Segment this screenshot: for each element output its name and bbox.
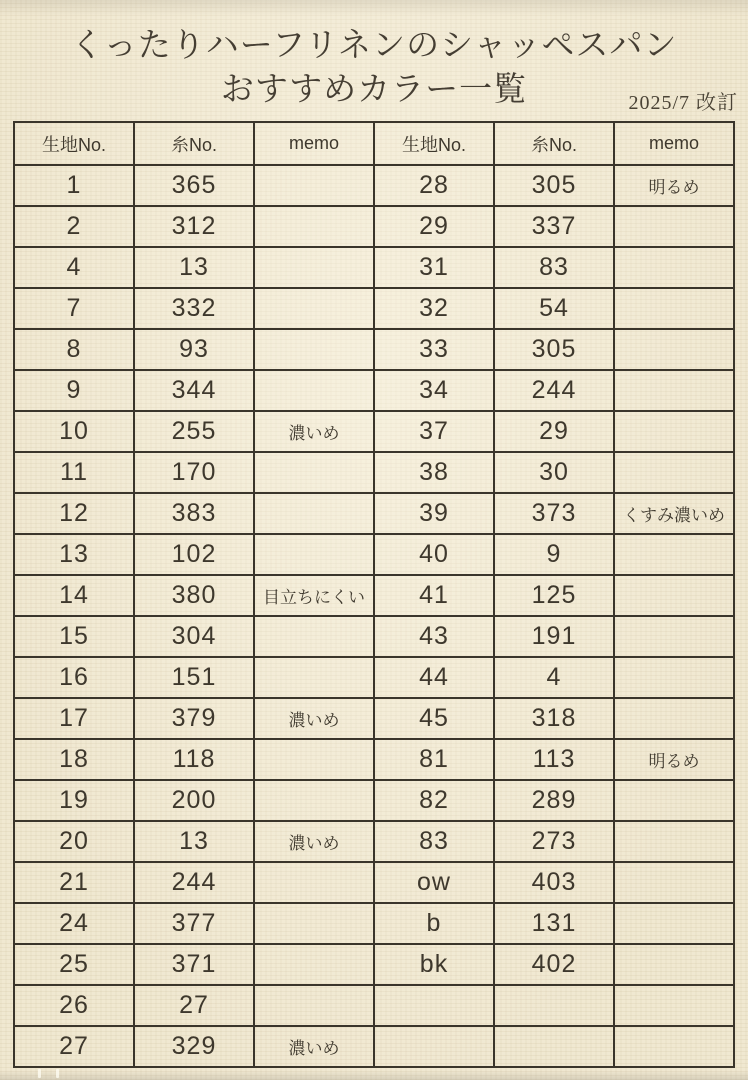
memo-cell bbox=[254, 493, 374, 534]
paper-stitch-mark bbox=[56, 1069, 59, 1078]
memo-cell bbox=[254, 739, 374, 780]
fabric-no-cell: ow bbox=[374, 862, 494, 903]
thread-no-cell: 365 bbox=[134, 165, 254, 206]
fabric-no-cell: 33 bbox=[374, 329, 494, 370]
thread-no-cell: 318 bbox=[494, 698, 614, 739]
memo-cell bbox=[614, 411, 734, 452]
memo-cell bbox=[254, 370, 374, 411]
thread-no-cell bbox=[494, 985, 614, 1026]
fabric-no-cell: 7 bbox=[14, 288, 134, 329]
memo-cell bbox=[614, 452, 734, 493]
memo-cell bbox=[614, 1026, 734, 1067]
thread-no-cell: 337 bbox=[494, 206, 614, 247]
memo-cell bbox=[614, 985, 734, 1026]
fabric-no-cell: 18 bbox=[14, 739, 134, 780]
memo-cell bbox=[254, 206, 374, 247]
memo-cell bbox=[254, 288, 374, 329]
fabric-no-cell: 44 bbox=[374, 657, 494, 698]
memo-cell: 濃いめ bbox=[254, 821, 374, 862]
fabric-no-cell: 26 bbox=[14, 985, 134, 1026]
page-title-line1: くったりハーフリネンのシャッペスパン bbox=[70, 28, 678, 64]
memo-cell bbox=[254, 329, 374, 370]
table-row bbox=[14, 411, 734, 452]
memo-cell bbox=[614, 944, 734, 985]
memo-cell bbox=[254, 534, 374, 575]
thread-no-cell: 344 bbox=[134, 370, 254, 411]
memo-cell bbox=[254, 247, 374, 288]
fabric-no-cell: 9 bbox=[14, 370, 134, 411]
memo-cell bbox=[254, 165, 374, 206]
table-header bbox=[14, 122, 734, 165]
memo-cell bbox=[254, 452, 374, 493]
color-recommendation-table bbox=[13, 121, 735, 1068]
thread-no-cell: 200 bbox=[134, 780, 254, 821]
table-row bbox=[14, 862, 734, 903]
fabric-no-cell: 81 bbox=[374, 739, 494, 780]
fabric-no-cell: 83 bbox=[374, 821, 494, 862]
memo-cell: 濃いめ bbox=[254, 1026, 374, 1067]
memo-cell: 明るめ bbox=[614, 739, 734, 780]
fabric-no-cell: 12 bbox=[14, 493, 134, 534]
header-fabric-no-left: 生地No. bbox=[14, 122, 134, 165]
fabric-no-cell: 11 bbox=[14, 452, 134, 493]
fabric-no-cell: 40 bbox=[374, 534, 494, 575]
fabric-no-cell: 43 bbox=[374, 616, 494, 657]
fabric-no-cell: 24 bbox=[14, 903, 134, 944]
memo-cell bbox=[614, 903, 734, 944]
fabric-no-cell: b bbox=[374, 903, 494, 944]
fabric-no-cell: 20 bbox=[14, 821, 134, 862]
fabric-no-cell: 28 bbox=[374, 165, 494, 206]
fabric-no-cell: 14 bbox=[14, 575, 134, 616]
thread-no-cell: 244 bbox=[134, 862, 254, 903]
memo-cell: 目立ちにくい bbox=[254, 575, 374, 616]
page-title-line2: おすすめカラー一覧 bbox=[220, 72, 528, 108]
thread-no-cell: 371 bbox=[134, 944, 254, 985]
memo-cell bbox=[614, 288, 734, 329]
thread-no-cell: 54 bbox=[494, 288, 614, 329]
fabric-no-cell: 16 bbox=[14, 657, 134, 698]
thread-no-cell: 118 bbox=[134, 739, 254, 780]
thread-no-cell: 289 bbox=[494, 780, 614, 821]
memo-cell bbox=[254, 903, 374, 944]
fabric-no-cell: 25 bbox=[14, 944, 134, 985]
thread-no-cell: 402 bbox=[494, 944, 614, 985]
thread-no-cell: 377 bbox=[134, 903, 254, 944]
memo-cell bbox=[614, 534, 734, 575]
fabric-no-cell: 37 bbox=[374, 411, 494, 452]
revision-date: 2025/7 改訂 bbox=[628, 92, 738, 114]
fabric-no-cell: 45 bbox=[374, 698, 494, 739]
header-memo-right: memo bbox=[614, 122, 734, 165]
memo-cell: くすみ濃いめ bbox=[614, 493, 734, 534]
thread-no-cell: 131 bbox=[494, 903, 614, 944]
thread-no-cell: 273 bbox=[494, 821, 614, 862]
thread-no-cell: 312 bbox=[134, 206, 254, 247]
memo-cell bbox=[254, 862, 374, 903]
memo-cell bbox=[614, 247, 734, 288]
table-row bbox=[14, 739, 734, 780]
thread-no-cell: 304 bbox=[134, 616, 254, 657]
fabric-no-cell: bk bbox=[374, 944, 494, 985]
thread-no-cell: 27 bbox=[134, 985, 254, 1026]
table-row bbox=[14, 534, 734, 575]
table-row bbox=[14, 493, 734, 534]
thread-no-cell: 305 bbox=[494, 329, 614, 370]
thread-no-cell: 93 bbox=[134, 329, 254, 370]
table-row bbox=[14, 698, 734, 739]
table-row bbox=[14, 780, 734, 821]
memo-cell bbox=[614, 862, 734, 903]
memo-cell bbox=[614, 698, 734, 739]
thread-no-cell: 9 bbox=[494, 534, 614, 575]
memo-cell bbox=[254, 944, 374, 985]
thread-no-cell: 329 bbox=[134, 1026, 254, 1067]
memo-cell bbox=[614, 329, 734, 370]
header-thread-no-right: 糸No. bbox=[494, 122, 614, 165]
memo-cell bbox=[614, 206, 734, 247]
table-row bbox=[14, 247, 734, 288]
fabric-no-cell: 4 bbox=[14, 247, 134, 288]
fabric-no-cell: 39 bbox=[374, 493, 494, 534]
table-row bbox=[14, 206, 734, 247]
thread-no-cell: 373 bbox=[494, 493, 614, 534]
fabric-no-cell bbox=[374, 985, 494, 1026]
memo-cell bbox=[254, 616, 374, 657]
fabric-no-cell: 15 bbox=[14, 616, 134, 657]
memo-cell bbox=[254, 985, 374, 1026]
table-row bbox=[14, 616, 734, 657]
fabric-no-cell: 13 bbox=[14, 534, 134, 575]
memo-cell bbox=[614, 575, 734, 616]
thread-no-cell: 83 bbox=[494, 247, 614, 288]
fabric-no-cell: 1 bbox=[14, 165, 134, 206]
thread-no-cell: 125 bbox=[494, 575, 614, 616]
table-row bbox=[14, 903, 734, 944]
header-thread-no-left: 糸No. bbox=[134, 122, 254, 165]
table-row bbox=[14, 452, 734, 493]
thread-no-cell: 380 bbox=[134, 575, 254, 616]
thread-no-cell: 255 bbox=[134, 411, 254, 452]
header-memo-left: memo bbox=[254, 122, 374, 165]
thread-no-cell: 191 bbox=[494, 616, 614, 657]
table-body bbox=[14, 165, 734, 1067]
memo-cell bbox=[614, 616, 734, 657]
thread-no-cell: 29 bbox=[494, 411, 614, 452]
thread-no-cell: 244 bbox=[494, 370, 614, 411]
table-row bbox=[14, 575, 734, 616]
memo-cell bbox=[614, 821, 734, 862]
fabric-no-cell: 21 bbox=[14, 862, 134, 903]
thread-no-cell: 30 bbox=[494, 452, 614, 493]
table-row bbox=[14, 288, 734, 329]
memo-cell bbox=[254, 780, 374, 821]
table-row bbox=[14, 657, 734, 698]
memo-cell bbox=[614, 780, 734, 821]
memo-cell bbox=[254, 657, 374, 698]
table-row bbox=[14, 1026, 734, 1067]
thread-no-cell: 332 bbox=[134, 288, 254, 329]
fabric-no-cell: 31 bbox=[374, 247, 494, 288]
fabric-no-cell: 34 bbox=[374, 370, 494, 411]
thread-no-cell: 379 bbox=[134, 698, 254, 739]
thread-no-cell: 13 bbox=[134, 247, 254, 288]
thread-no-cell: 102 bbox=[134, 534, 254, 575]
thread-no-cell: 305 bbox=[494, 165, 614, 206]
memo-cell: 濃いめ bbox=[254, 411, 374, 452]
fabric-no-cell: 38 bbox=[374, 452, 494, 493]
thread-no-cell: 4 bbox=[494, 657, 614, 698]
fabric-no-cell: 29 bbox=[374, 206, 494, 247]
thread-no-cell: 151 bbox=[134, 657, 254, 698]
fabric-no-cell: 8 bbox=[14, 329, 134, 370]
table-row bbox=[14, 329, 734, 370]
fabric-no-cell: 82 bbox=[374, 780, 494, 821]
table-row bbox=[14, 985, 734, 1026]
table-row bbox=[14, 370, 734, 411]
fabric-no-cell: 2 bbox=[14, 206, 134, 247]
header-fabric-no-right: 生地No. bbox=[374, 122, 494, 165]
memo-cell: 濃いめ bbox=[254, 698, 374, 739]
paper-stitch-mark bbox=[38, 1069, 41, 1078]
fabric-no-cell: 10 bbox=[14, 411, 134, 452]
memo-cell: 明るめ bbox=[614, 165, 734, 206]
fabric-no-cell: 17 bbox=[14, 698, 134, 739]
fabric-no-cell: 19 bbox=[14, 780, 134, 821]
memo-cell bbox=[614, 657, 734, 698]
thread-no-cell: 383 bbox=[134, 493, 254, 534]
fabric-no-cell bbox=[374, 1026, 494, 1067]
fabric-no-cell: 41 bbox=[374, 575, 494, 616]
thread-no-cell: 403 bbox=[494, 862, 614, 903]
table-header-row bbox=[14, 122, 734, 165]
thread-no-cell: 13 bbox=[134, 821, 254, 862]
thread-no-cell bbox=[494, 1026, 614, 1067]
table-row bbox=[14, 944, 734, 985]
table-row bbox=[14, 821, 734, 862]
table-row bbox=[14, 165, 734, 206]
memo-cell bbox=[614, 370, 734, 411]
fabric-no-cell: 27 bbox=[14, 1026, 134, 1067]
fabric-no-cell: 32 bbox=[374, 288, 494, 329]
thread-no-cell: 170 bbox=[134, 452, 254, 493]
thread-no-cell: 113 bbox=[494, 739, 614, 780]
